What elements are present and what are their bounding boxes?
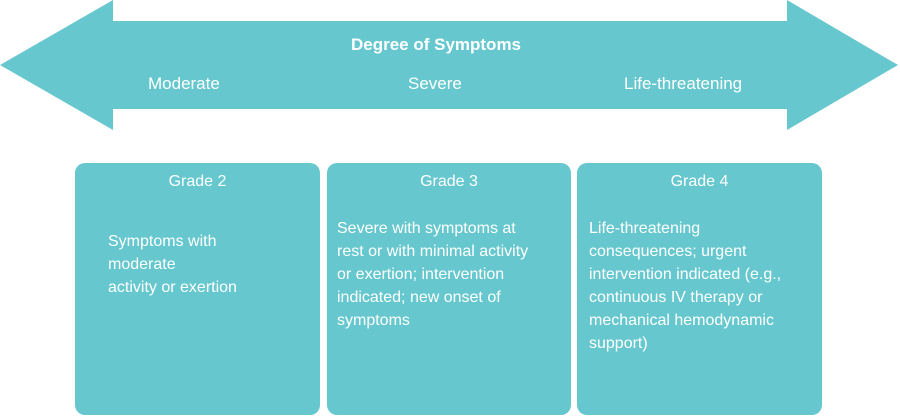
level-severe: Severe	[408, 74, 462, 93]
double-headed-arrow	[0, 0, 900, 132]
grade-2-description: Symptoms with moderate activity or exertion	[108, 233, 237, 296]
arrow-shape	[0, 0, 898, 130]
grade-4-title: Grade 4	[670, 173, 729, 190]
grade-2-title: Grade 2	[168, 173, 227, 190]
level-life-threatening: Life-threatening	[624, 74, 743, 93]
grade-3-card	[327, 163, 571, 415]
grade-3-description: Severe with symptoms at rest or with minimal activity or exertion; intervention indicated; new onset of symptoms	[337, 220, 529, 329]
level-moderate: Moderate	[148, 74, 220, 93]
grade-4-card	[577, 163, 822, 415]
grade-4-description: Life-threatening consequences; urgent intervention indicated (e.g., continuous IV therapy or mechanical hemodynamic support)	[589, 220, 782, 352]
arrow-title: Degree of Symptoms	[350, 35, 522, 54]
grade-2-card	[75, 163, 320, 415]
grade-3-title: Grade 3	[420, 173, 478, 190]
